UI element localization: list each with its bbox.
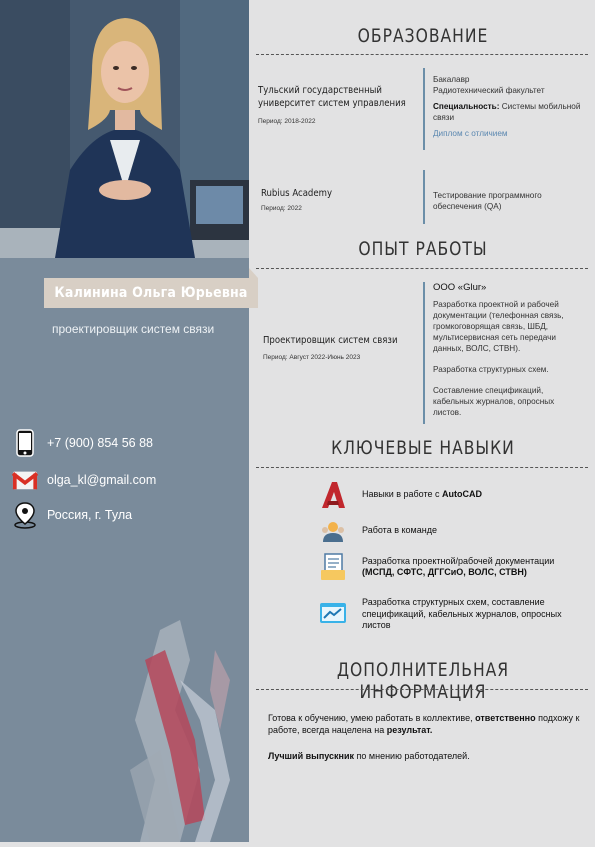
education-item-2 [261, 187, 421, 212]
education-item-1 [258, 84, 418, 125]
experience-detail [433, 282, 583, 428]
full-name: Калинина Ольга Юрьевна [54, 285, 248, 301]
skills-title: КЛЮЧЕВЫЕ НАВЫКИ [331, 437, 515, 459]
faculty: Радиотехнический факультет [433, 86, 545, 95]
divider [256, 268, 588, 269]
course-name: Тестирование программного обеспечения (QA) [433, 191, 542, 211]
skill-item: Навыки в работе с AutoCAD [316, 478, 587, 512]
teamwork-icon [316, 514, 350, 548]
duty-3: Составление спецификаций, кабельных журналов, опросных листов. [433, 386, 555, 417]
period: Период: 2022 [261, 205, 302, 212]
company-name: ООО «Glur» [433, 282, 487, 293]
specialty: Специальность: Системы мобильной связи [433, 102, 581, 122]
period: Период: Август 2022-Июнь 2023 [263, 354, 361, 361]
skill-item: Разработка структурных схем, составление спецификаций, кабельных журналов, опросных листов [316, 597, 587, 632]
additional-paragraph-2: Лучший выпускник по мнению работодателей. [268, 751, 470, 761]
banner-fold [249, 268, 258, 278]
profile-photo [0, 0, 249, 258]
phone-number[interactable]: +7 (900) 854 56 88 [47, 436, 153, 450]
period: Период: 2018-2022 [258, 118, 316, 125]
gmail-icon [12, 467, 38, 493]
contact-phone [12, 430, 153, 456]
email-address[interactable]: olga_kl@gmail.com [47, 473, 157, 487]
contact-email [12, 467, 156, 493]
autocad-icon [316, 478, 350, 512]
contact-location [12, 502, 132, 528]
divider [256, 54, 588, 55]
phone-icon [12, 430, 38, 456]
decorative-sculpture-image [120, 620, 249, 842]
skill-item: Разработка проектной/рабочей документации (МСПД, СФТС, ДГГСиО, ВОЛС, СТВН) [316, 550, 587, 584]
skill-item: Работа в команде [316, 514, 587, 548]
location-pin-icon [12, 502, 38, 528]
position-title: Проектировщик систем связи [263, 335, 398, 346]
documents-icon [316, 550, 350, 584]
timeline-bar [423, 282, 425, 424]
experience-item [263, 334, 423, 361]
duty-2: Разработка структурных схем. [433, 365, 549, 374]
experience-title: ОПЫТ РАБОТЫ [358, 238, 488, 260]
timeline-bar [423, 68, 425, 150]
education-detail-1 [433, 74, 583, 139]
timeline-bar [423, 170, 425, 224]
academy-name: Rubius Academy [261, 188, 332, 199]
duty-1: Разработка проектной и рабочей документации (телефонная связь, громкоговорящая связь, ШБД, мультисервисная сеть передачи данных, ВОЛС, СТВН). [433, 300, 564, 353]
sidebar [0, 0, 249, 842]
honors-diploma: Диплом с отличием [433, 129, 508, 138]
additional-title: ДОПОЛНИТЕЛЬНАЯ ИНФОРМАЦИЯ [336, 659, 510, 703]
additional-paragraph-1: Готова к обучению, умею работать в коллективе, ответственно подхожу к работе, всегда нацелена на результат. [268, 713, 580, 735]
divider [256, 689, 588, 690]
education-detail-2 [433, 190, 583, 212]
profession-label: проектировщик систем связи [52, 322, 215, 336]
location-text: Россия, г. Тула [47, 508, 133, 522]
divider [256, 467, 588, 468]
chart-monitor-icon [316, 597, 350, 631]
name-banner [44, 278, 258, 308]
degree: Бакалавр [433, 75, 470, 84]
education-title: ОБРАЗОВАНИЕ [357, 25, 489, 47]
university-name: Тульский государственный университет систем управления [258, 85, 406, 109]
